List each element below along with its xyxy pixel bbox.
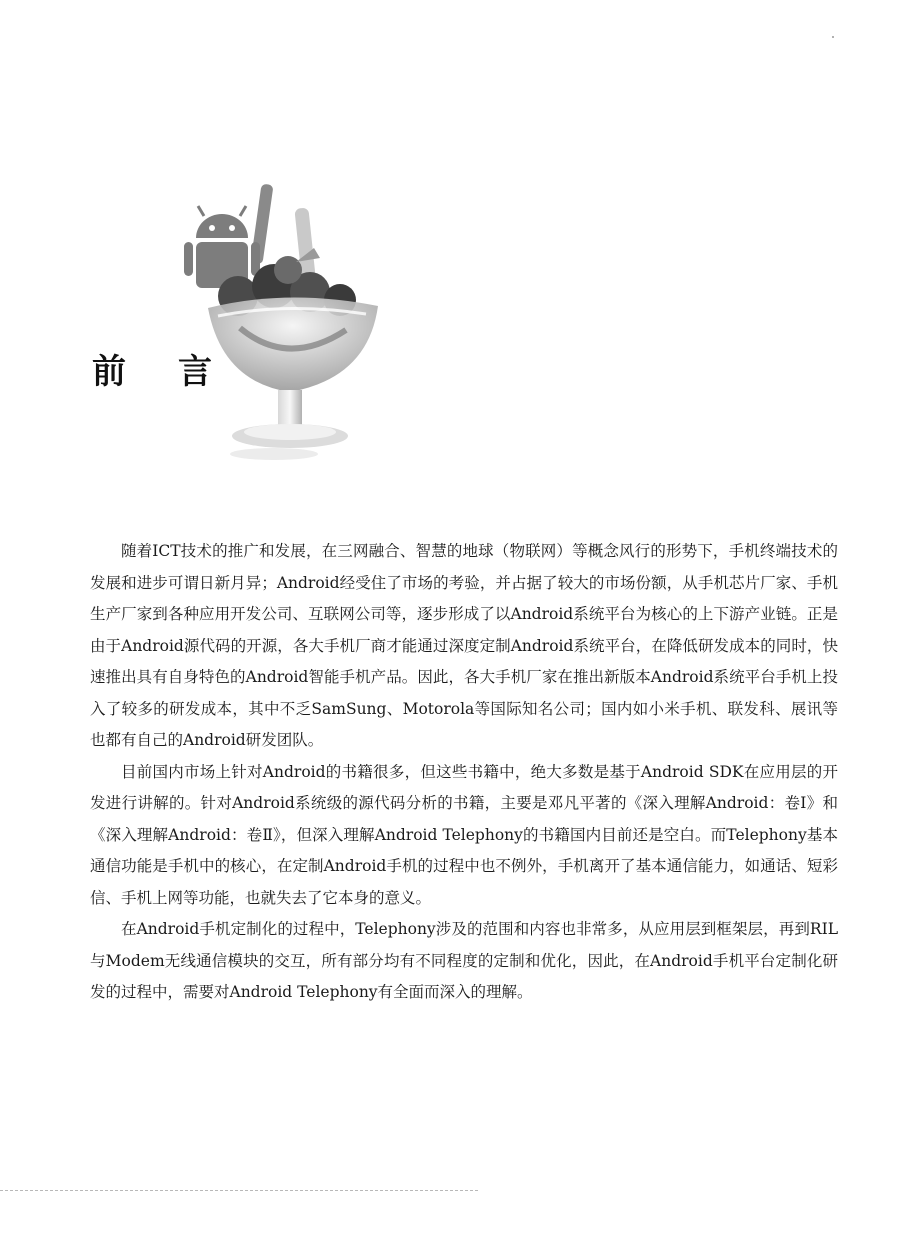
paragraph-2: 目前国内市场上针对Android的书籍很多，但这些书籍中，绝大多数是基于Android SDK在应用层的开发进行讲解的。针对Android系统级的源代码分析的书籍，主要是邓凡平著的《深入理解Android：卷Ⅰ》和《深入理解Android：卷Ⅱ》，但深入理解Android Telephony的书籍国内目前还是空白。而Telephony基本通信功能是手机中的核心，在定制Android手机的过程中也不例外，手机离开了基本通信能力，如通话、短彩信、手机上网等功能，也就失去了它本身的意义。: [90, 762, 838, 907]
scan-speck: [832, 36, 834, 38]
paragraph-3: 在Android手机定制化的过程中，Telephony涉及的范围和内容也非常多，从应用层到框架层，再到RIL与Modem无线通信模块的交互，所有部分均有不同程度的定制和优化，因此，在Android手机平台定制化研发的过程中，需要对Android Telephony有全面而深入的理解。: [90, 920, 838, 1001]
chapter-title: 前言: [92, 352, 264, 392]
preface-body: [90, 536, 838, 1009]
android-sundae-icon: [178, 178, 398, 468]
footer-divider: [0, 1190, 478, 1191]
paragraph-1: 随着ICT技术的推广和发展，在三网融合、智慧的地球（物联网）等概念风行的形势下，手机终端技术的发展和进步可谓日新月异；Android经受住了市场的考验，并占据了较大的市场份额，从手机芯片厂家、手机生产厂家到各种应用开发公司、互联网公司等，逐步形成了以Android系统平台为核心的上下游产业链。正是由于Android源代码的开源，各大手机厂商才能通过深度定制Android系统平台，在降低研发成本的同时，快速推出具有自身特色的Android智能手机产品。因此，各大手机厂家在推出新版本Android系统平台手机上投入了较多的研发成本，其中不乏SamSung、Motorola等国际知名公司；国内如小米手机、联发科、展讯等也都有自己的Android研发团队。: [90, 542, 838, 749]
